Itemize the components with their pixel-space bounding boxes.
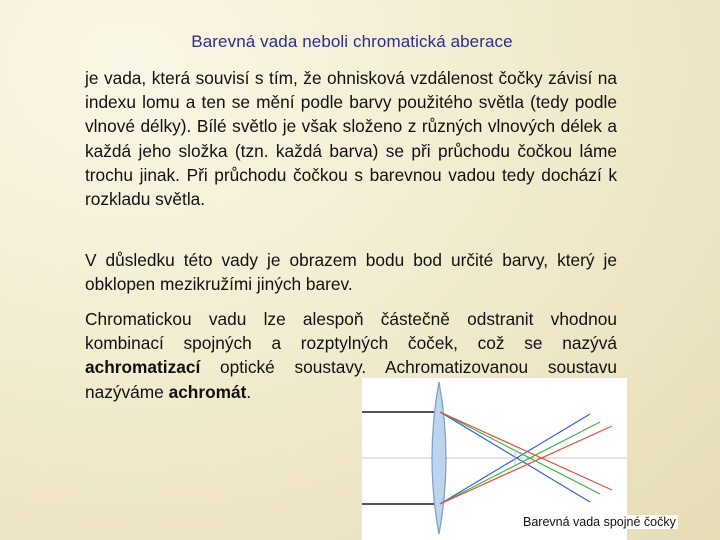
paragraph-consequence: V důsledku této vady je obrazem bodu bod určité barvy, který je obklopen mezikružími jiných barev.	[85, 250, 617, 295]
page-title: Barevná vada neboli chromatická aberace	[191, 32, 513, 51]
ray-red-top	[440, 412, 612, 490]
paragraph-correction-text-3: .	[246, 381, 252, 402]
convex-lens	[432, 382, 446, 534]
term-achromat: achromát	[168, 381, 247, 402]
paragraph-correction-text-1: Chromatickou vadu lze alespoň částečně odstranit vhodnou kombinací spojných a rozptylných čoček, což se nazývá	[85, 309, 617, 354]
ray-green-bottom	[440, 422, 600, 504]
ray-green-top	[440, 412, 600, 494]
paragraph-correction-text-2: optické soustavy. Achromatizovanou soustavu nazýváme	[85, 357, 617, 402]
paragraph-definition: je vada, která souvisí s tím, že ohnisková vzdálenost čočky závisí na indexu lomu a ten se mění podle barvy použitého světla (tedy podle vlnové délky). Bílé světlo je však složeno z různých vlnových délek a každá jeho složka (tzn. každá barva) se při průchodu čočkou láme trochu jinak. Při průchodu čočkou s barevnou vadou tedy dochází k rozkladu světla.	[85, 68, 617, 210]
ray-red-bottom	[440, 426, 612, 504]
figure-caption: Barevná vada spojné čočky	[523, 515, 676, 529]
term-achromatizace: achromatizací	[85, 357, 201, 378]
